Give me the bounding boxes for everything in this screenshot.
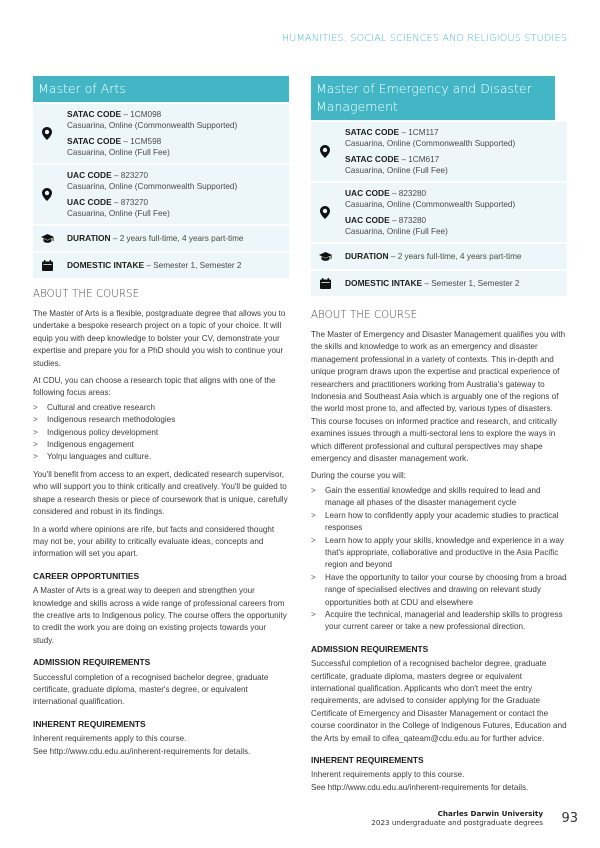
- code-value: – 1CM117: [401, 128, 439, 137]
- list-item: > Cultural and creative research: [33, 402, 289, 414]
- university-name: Charles Darwin University: [437, 809, 543, 818]
- intake-row: [33, 253, 289, 278]
- code-note: Casuarina, Online (Commonwealth Supported): [67, 121, 238, 130]
- duration-label: DURATION: [345, 251, 389, 261]
- intake-value: – Semester 1, Semester 2: [146, 261, 242, 270]
- list-item: > Yolŋu languages and culture.: [33, 451, 289, 463]
- footer: [371, 809, 543, 827]
- duration-label: DURATION: [67, 233, 111, 243]
- code-note: Casuarina, Online (Full Fee): [345, 166, 448, 175]
- course-title: Master of Arts: [33, 76, 289, 102]
- satac-codes: [311, 122, 567, 181]
- about-heading: ABOUT THE COURSE: [311, 310, 418, 321]
- inherent-text: Inherent requirements apply to this course.: [33, 734, 187, 744]
- code-value: – 873280: [391, 216, 427, 225]
- intake-row: [311, 271, 567, 296]
- code-label: UAC CODE: [67, 170, 112, 180]
- location-pin-icon: [39, 127, 55, 140]
- code-note: Casuarina, Online (Full Fee): [67, 209, 170, 218]
- admission-text: Successful completion of a recognised bachelor degree, graduate certificate, graduate diploma, masters degree or equivalent international qualification. Applicants who don't meet the entry requirements, are advised to consider applying for the Graduate Certificate of Emergency and Disaster Management or contact the course coordinator in the College of Indigenous Futures, Education and the Arts by email to cifea_qateam@cdu.edu.au for further advice.: [311, 659, 567, 743]
- list-item: > Indigenous research methodologies: [33, 414, 289, 426]
- admission-heading: ADMISSION REQUIREMENTS: [33, 657, 151, 668]
- code-value: – 1CM617: [401, 155, 440, 164]
- about-paragraph: You'll benefit from access to an expert, dedicated research supervisor, who will support you to think critically and creatively. You'll be guided to shape a research thesis or piece of coursework that is unique, carefully considered and robust in its findings.: [33, 469, 288, 517]
- code-note: Casuarina, Online (Full Fee): [345, 227, 448, 236]
- inherent-heading: INHERENT REQUIREMENTS: [311, 755, 424, 765]
- inherent-link-text[interactable]: See http://www.cdu.edu.au/inherent-requirements for details.: [311, 782, 529, 792]
- code-note: Casuarina, Online (Commonwealth Supported): [345, 139, 516, 148]
- code-label: SATAC CODE: [67, 109, 122, 119]
- uac-codes: [311, 183, 567, 242]
- inherent-heading: INHERENT REQUIREMENTS: [33, 718, 146, 729]
- page-number: 93: [561, 811, 578, 826]
- location-pin-icon: [39, 188, 55, 201]
- about-paragraph: In a world where opinions are rife, but facts and considered thought may not be, your ability to critically evaluate ideas, concepts and information will set you apart.: [33, 524, 275, 559]
- code-value: – 873270: [113, 198, 149, 207]
- code-note: Casuarina, Online (Full Fee): [67, 148, 170, 157]
- admission-text: Successful completion of a recognised bachelor degree, graduate certificate, graduate diploma, master's degree, or equivalent international qualification.: [33, 672, 269, 707]
- code-note: Casuarina, Online (Commonwealth Supported): [67, 182, 238, 191]
- list-item: > Indigenous engagement: [33, 439, 289, 451]
- graduation-cap-icon: [39, 234, 55, 244]
- about-heading: ABOUT THE COURSE: [33, 289, 140, 300]
- course-master-of-emergency-and-disaster-management: [311, 76, 567, 794]
- code-note: Casuarina, Online (Commonwealth Supported): [345, 200, 516, 209]
- code-label: UAC CODE: [345, 188, 390, 198]
- list-item: > Learn how to confidently apply your academic studies to practical responses: [311, 510, 567, 535]
- career-text: A Master of Arts is a great way to deepen and strengthen your knowledge and skills across a wide range of professional careers from the creative arts to Indigenous policy. The course offers the opportunity to credit the work you are doing on existing projects towards your study.: [33, 586, 287, 645]
- course-master-of-arts: [33, 76, 289, 758]
- list-item: > Have the opportunity to tailor your course by choosing from a broad range of specialised electives and drawing on relevant study opportunities both at CDU and elsewhere: [311, 572, 567, 609]
- code-value: – 823280: [391, 189, 427, 198]
- intake-value: – Semester 1, Semester 2: [424, 279, 520, 288]
- outcomes-list: [311, 485, 567, 634]
- code-label: SATAC CODE: [67, 136, 122, 146]
- code-label: UAC CODE: [345, 215, 390, 225]
- calendar-icon: [317, 278, 333, 289]
- graduation-cap-icon: [317, 252, 333, 262]
- course-title: Master of Emergency and Disaster Management: [311, 76, 555, 120]
- duration-row: [311, 244, 567, 269]
- code-label: UAC CODE: [67, 197, 112, 207]
- code-value: – 823270: [113, 171, 149, 180]
- focus-areas-list: [33, 402, 289, 464]
- career-heading: CAREER OPPORTUNITIES: [33, 570, 140, 581]
- code-value: – 1CM098: [123, 110, 162, 119]
- code-value: – 1CM598: [123, 137, 162, 146]
- about-paragraph: During the course you will:: [311, 471, 406, 481]
- code-label: SATAC CODE: [345, 154, 400, 164]
- list-item: > Indigenous policy development: [33, 427, 289, 439]
- inherent-text: Inherent requirements apply to this course.: [311, 770, 465, 780]
- inherent-link-text[interactable]: See http://www.cdu.edu.au/inherent-requirements for details.: [33, 746, 251, 756]
- list-item: > Acquire the technical, managerial and leadership skills to progress your current career or take a new professional direction.: [311, 609, 567, 634]
- admission-heading: ADMISSION REQUIREMENTS: [311, 643, 429, 654]
- duration-value: – 2 years full-time, 4 years part-time: [390, 252, 522, 261]
- code-label: SATAC CODE: [345, 127, 400, 137]
- intake-label: DOMESTIC INTAKE: [67, 260, 145, 270]
- location-pin-icon: [317, 145, 333, 158]
- calendar-icon: [39, 260, 55, 271]
- about-paragraph: The Master of Emergency and Disaster Management qualifies you with the skills and knowledge to work as an emergency and disaster management professional in a variety of contexts. This in-depth and unique program draws upon the expertise and practical experience of researchers and practitioners working from Australia's gateway to Indonesia and Southeast Asia which is arguably one of the regions of the world most prone to, and affected by, various types of disasters. This course focuses on informed practice and research, and critically examines issues through a multi-sectoral lens to explore the ways in which different professional and cultural perspectives may shape emergency and disaster management work.: [311, 330, 566, 464]
- section-header: HUMANITIES, SOCIAL SCIENCES AND RELIGIOUS STUDIES: [281, 33, 567, 44]
- list-item: > Learn how to apply your skills, knowledge and experience in a way that's appropriate, collaborative and productive in the Asia Pacific region and beyond: [311, 535, 567, 572]
- publication-subtitle: 2023 undergraduate and postgraduate degrees: [371, 818, 543, 827]
- list-item: > Gain the essential knowledge and skills required to lead and manage all phases of the disaster management cycle: [311, 485, 567, 510]
- duration-value: – 2 years full-time, 4 years part-time: [112, 234, 244, 243]
- about-paragraph: At CDU, you can choose a research topic that aligns with one of the following focus areas:: [33, 376, 276, 398]
- satac-codes: [33, 104, 289, 163]
- about-paragraph: The Master of Arts is a flexible, postgraduate degree that allows you to undertake a bespoke research project on a topic of your choice. It will equip you with deep knowledge to bolster your CV, demonstrate your expertise and prepare you for a PhD should you wish to continue your studies.: [33, 309, 286, 368]
- duration-row: [33, 226, 289, 251]
- uac-codes: [33, 165, 289, 224]
- location-pin-icon: [317, 206, 333, 219]
- intake-label: DOMESTIC INTAKE: [345, 278, 423, 288]
